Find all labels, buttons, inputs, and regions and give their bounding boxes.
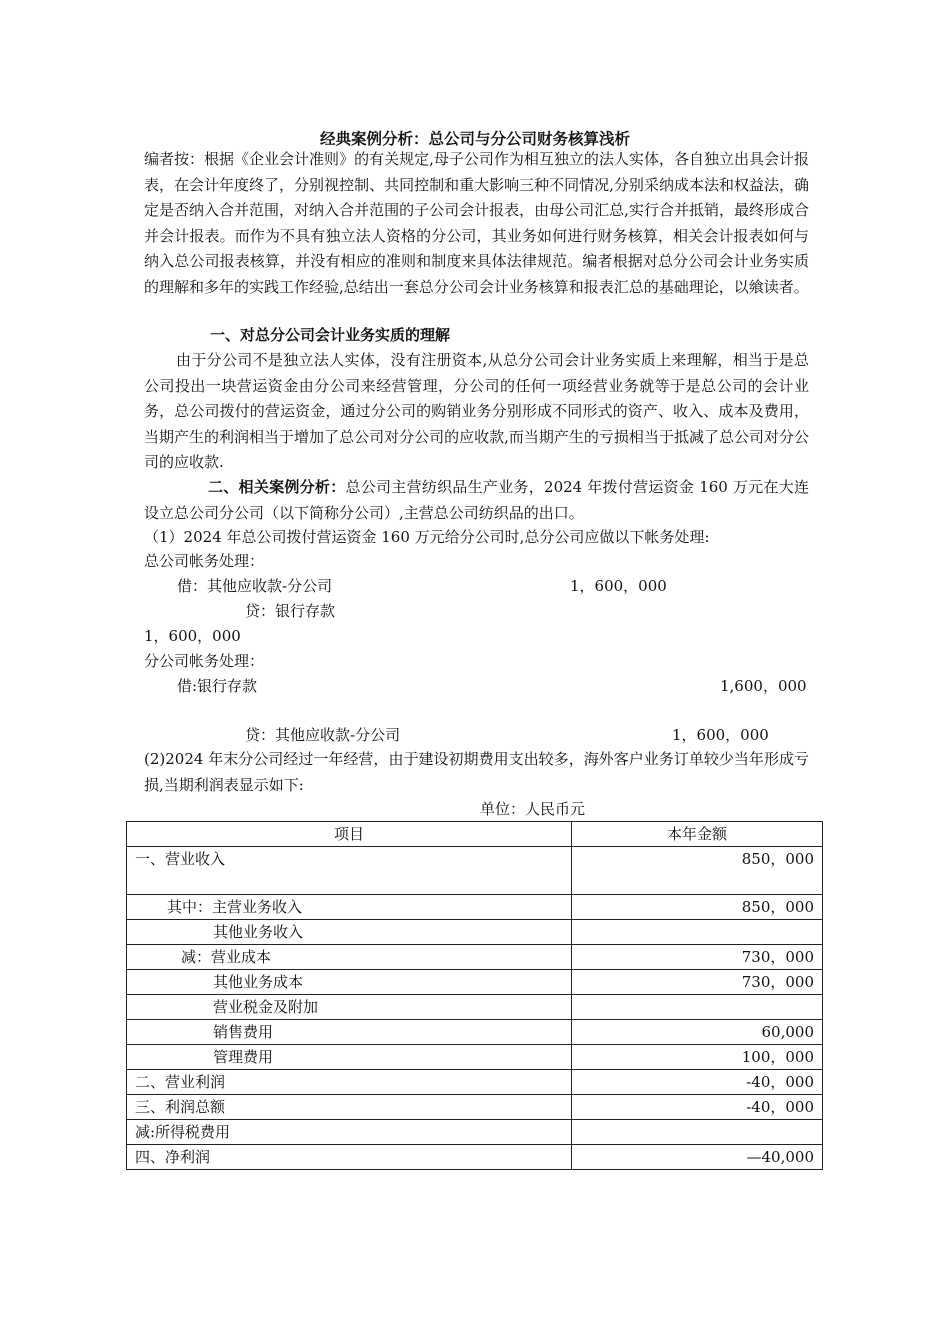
row-label-cell [127,995,572,1020]
row-label-cell [127,945,572,970]
row-value: 850，000 [572,847,823,895]
row-label: 管理费用 [213,1048,274,1066]
row-label: 主营业务收入 [212,898,303,916]
row-value: 850，000 [572,895,823,920]
section2-intro: 总公司主营纺织品生产业务，2024 年拨付营运资金 160 万元在大连设立总公司分公司（以下简称分公司）,主营总公司纺织品的出口。 [144,478,809,522]
hq-credit-amount: 1，600，000 [144,627,241,645]
editor-note: 编者按：根据《企业会计准则》的有关规定,母子公司作为相互独立的法人实体，各自独立出具会计报表，在会计年度终了，分别视控制、共同控制和重大影响三种不同情况,分别采纳成本法和权益法，确定是否纳入合并范围，对纳入合并范围的子公司会计报表，由母公司汇总,实行合并抵销，最终形成合并会计报表。而作为不具有独立法人资格的分公司，其业务如何进行财务核算，相关会计报表如何与纳入总公司报表核算，并没有相应的准则和制度来具体法律规范。编者根据对总分公司会计业务实质的理解和多年的实践工作经验,总结出一套总分公司会计业务核算和报表汇总的基础理论，以飨读者。 [144,150,809,296]
table-row [127,1020,823,1045]
row-label: 其他业务收入 [213,923,304,941]
branch-credit-account: 贷：其他应收款-分公司 [245,726,401,744]
table-row [127,970,823,995]
row-value: —40,000 [572,1145,823,1170]
item1-text: （1）2024 年总公司拨付营运资金 160 万元给分公司时,总分公司应做以下帐务处理: [144,528,710,546]
table-row [127,920,823,945]
row-label: 二、营业利润 [127,1070,572,1095]
item2-text: (2)2024 年末分公司经过一年经营，由于建设初期费用支出较多，海外客户业务订单较少当年形成亏损,当期利润表显示如下: [144,750,809,794]
row-label: 销售费用 [213,1023,274,1041]
row-label: 营业成本 [211,948,272,966]
table-row [127,1145,823,1170]
row-label-cell [127,970,572,995]
row-label: 四、净利润 [127,1145,572,1170]
section1-heading: 一、对总分公司会计业务实质的理解 [210,326,451,344]
table-row [127,995,823,1020]
row-value: 730，000 [572,945,823,970]
branch-credit-amount: 1，600，000 [672,726,769,744]
header-item: 项目 [127,822,572,847]
table-row [127,1045,823,1070]
table-header-row [127,822,823,847]
branch-entry-label: 分公司帐务处理： [144,652,265,670]
hq-debit-amount: 1，600，000 [570,577,667,595]
document-title: 经典案例分析：总公司与分公司财务核算浅析 [319,129,630,148]
row-value: 60,000 [572,1020,823,1045]
row-label-cell [127,1045,572,1070]
table-row [127,945,823,970]
row-value: -40，000 [572,1070,823,1095]
income-statement-table [126,821,823,1170]
row-value [572,995,823,1020]
table-row [127,895,823,920]
section2-intro-block [144,475,809,526]
hq-debit-account: 借：其他应收款-分公司 [177,577,333,595]
row-label-cell [127,895,572,920]
hq-credit-account: 贷：银行存款 [245,602,336,620]
table-row [127,847,823,895]
row-label-cell [127,1020,572,1045]
section1-body: 由于分公司不是独立法人实体，没有注册资本,从总分公司会计业务实质上来理解，相当于是总公司投出一块营运资金由分公司来经营管理，分公司的任何一项经营业务就等于是总公司的会计业务，总公司拨付的营运资金，通过分公司的购销业务分别形成不同形式的资产、收入、成本及费用，当期产生的利润相当于增加了总公司对分公司的应收款,而当期产生的亏损相当于抵减了总公司对分公司的应收款. [144,351,809,471]
row-label: 一、营业收入 [127,847,572,895]
row-prefix: 其中： [167,898,213,916]
row-label: 减:所得税费用 [127,1120,572,1145]
hq-entry-label: 总公司帐务处理： [144,552,265,570]
row-label: 三、利润总额 [127,1095,572,1120]
row-label-cell [127,920,572,945]
row-value: -40，000 [572,1095,823,1120]
row-value: 730，000 [572,970,823,995]
row-value: 100，000 [572,1045,823,1070]
branch-debit-amount: 1,600，000 [720,677,807,695]
table-row [127,1095,823,1120]
table-row [127,1070,823,1095]
row-prefix: 减： [181,948,212,966]
row-label: 营业税金及附加 [213,998,319,1016]
header-amount: 本年金额 [572,822,823,847]
row-value [572,920,823,945]
branch-debit-account: 借:银行存款 [177,677,258,695]
unit-label: 单位：人民币元 [480,800,586,818]
row-label: 其他业务成本 [213,973,304,991]
section2-heading: 二、相关案例分析： [208,478,346,496]
table-row [127,1120,823,1145]
row-value [572,1120,823,1145]
